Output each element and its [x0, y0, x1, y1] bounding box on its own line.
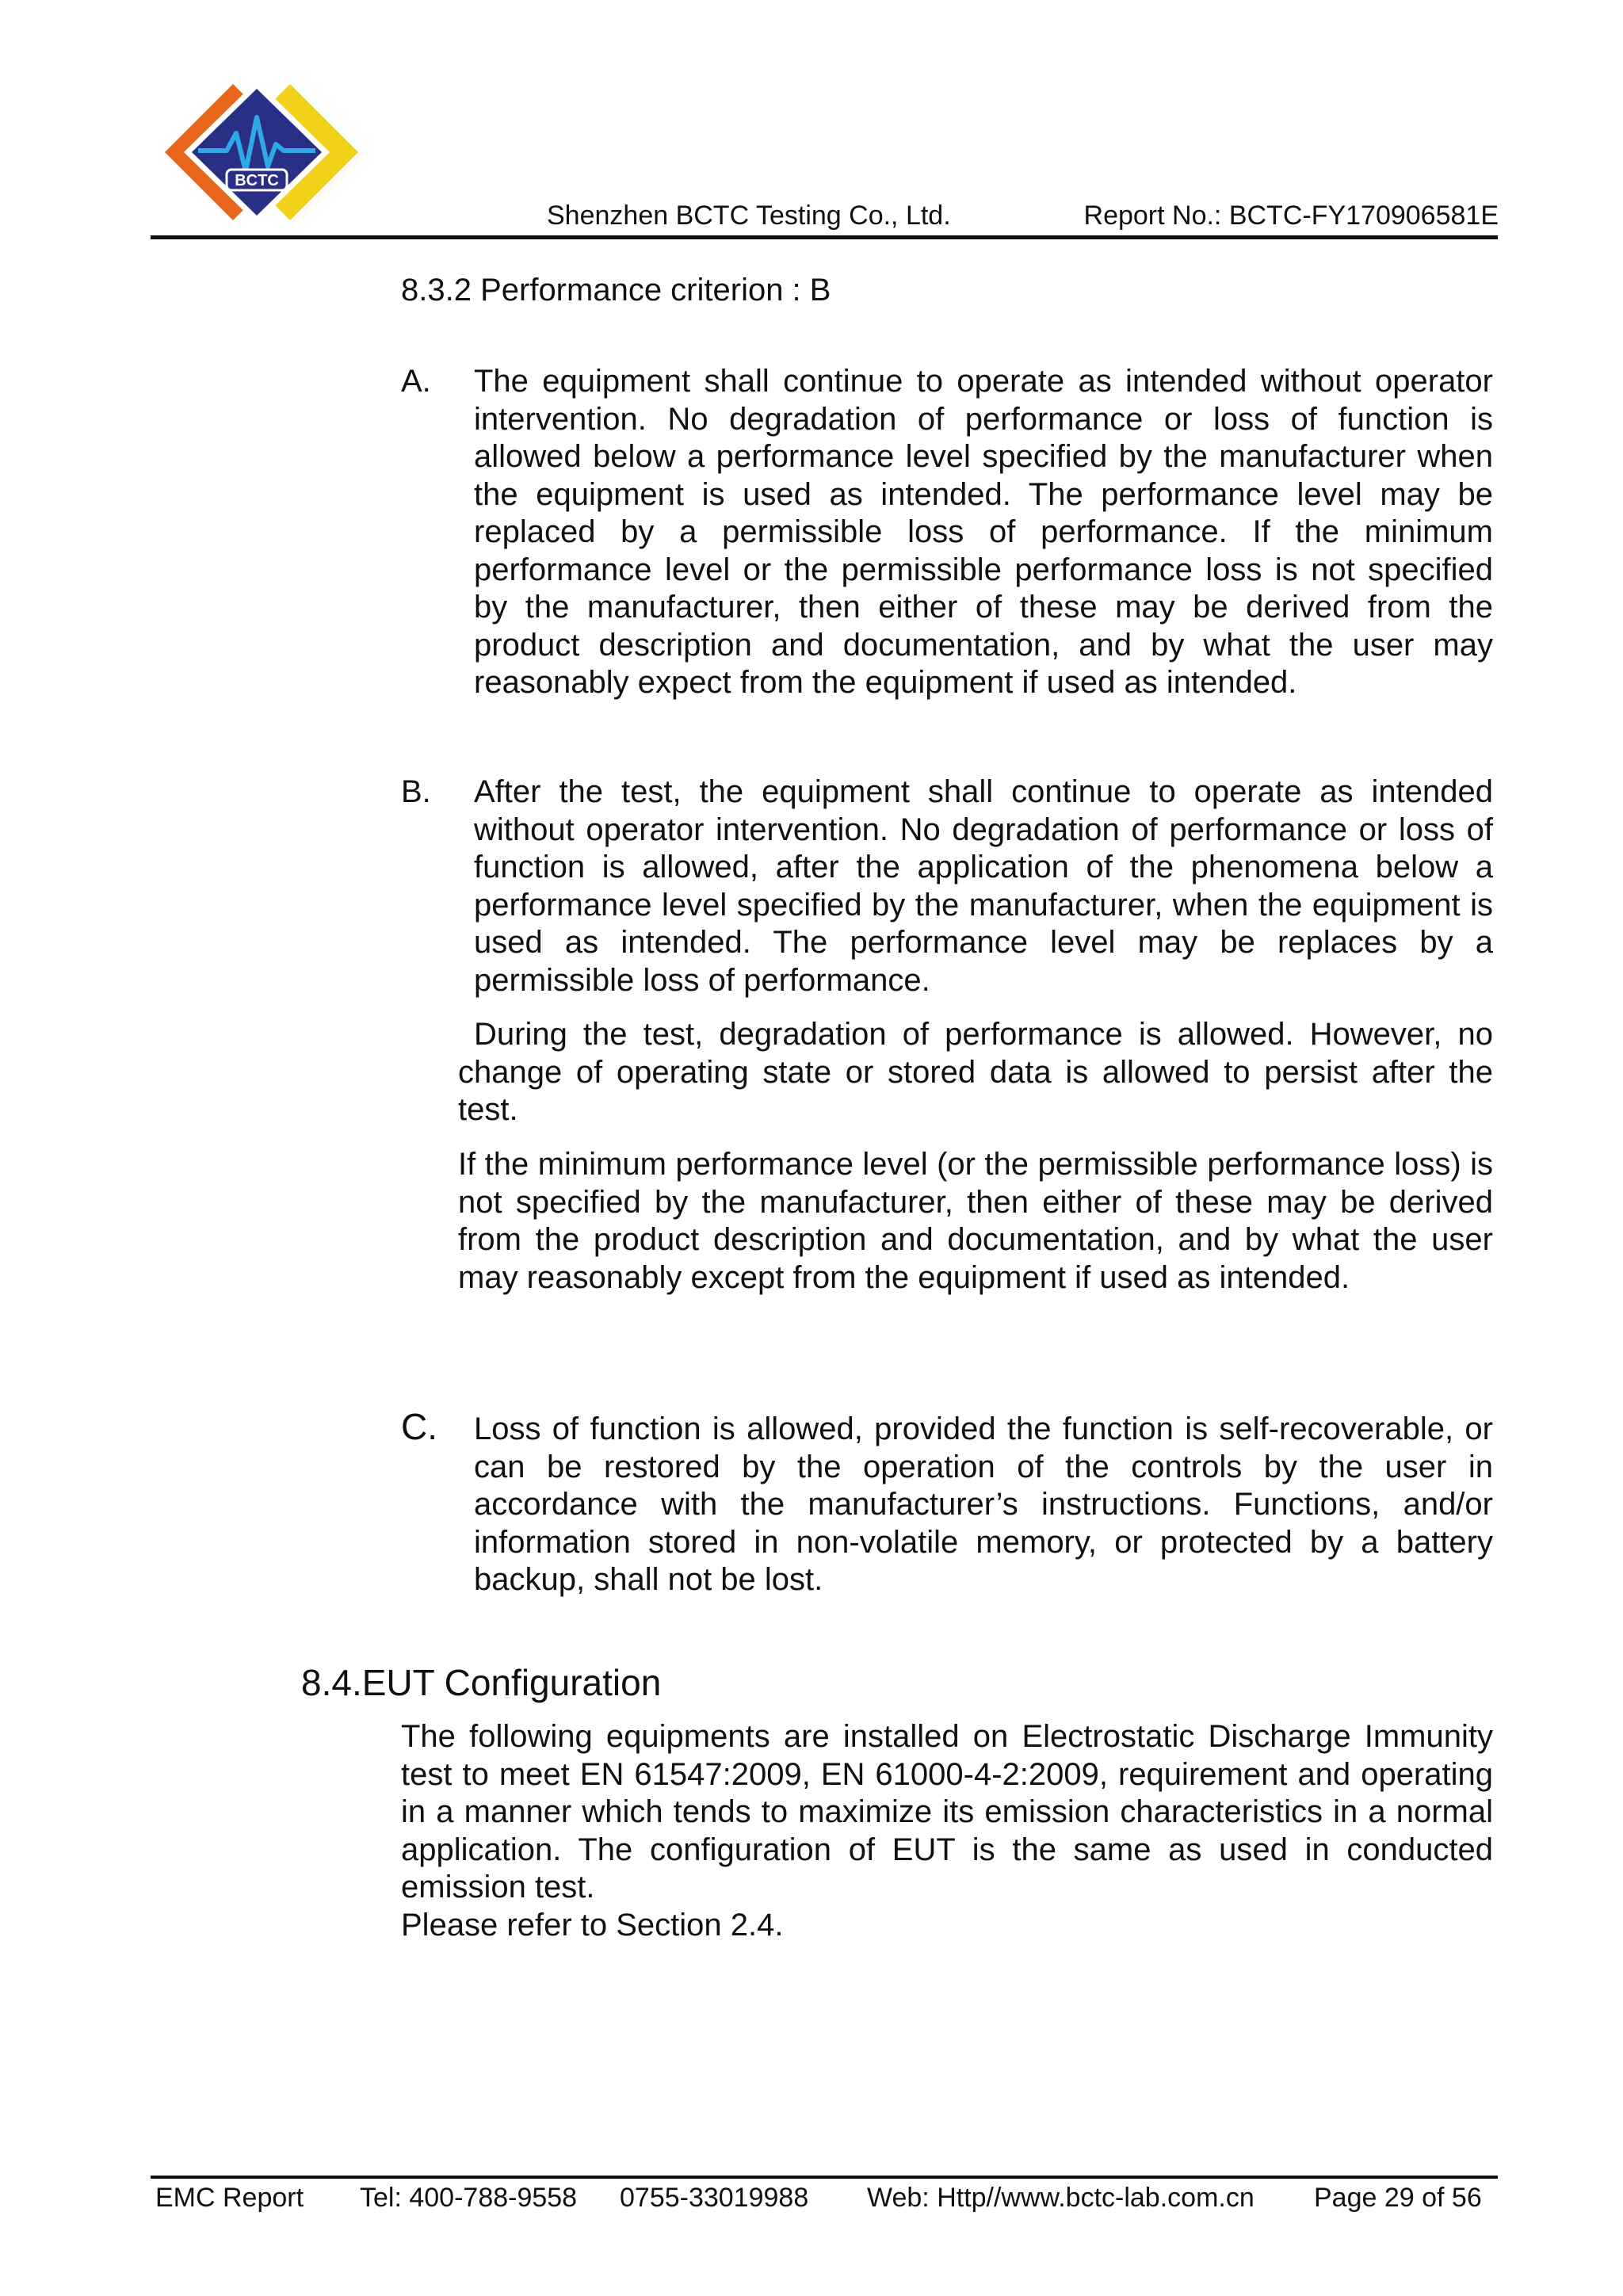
- footer-divider: [151, 2176, 1498, 2179]
- footer-page-number: Page 29 of 56: [1314, 2183, 1482, 2213]
- item-a-text: The equipment shall continue to operate as intended without operator intervention. No degradation of performance or loss of function is allowed below a performance level specified by the manufacturer when the equipment is used as intended. The performance level may be replaced by a permissible loss of performance. If the minimum performance level or the permissible performance loss is not specified by the manufacturer, then either of these may be derived from the product description and documentation, and by what the user may reasonably expect from the equipment if used as intended.: [474, 364, 1493, 700]
- item-b-paragraph-3: If the minimum performance level (or the permissible performance loss) is not specified by the manufacturer, then either of these may be derived from the product description and documentation, and by what the user may reasonably except from the equipment if used as intended.: [458, 1147, 1493, 1295]
- item-b-paragraph-2: During the test, degradation of performance is allowed. However, no change of operating state or stored data is allowed to persist after the test.: [458, 1017, 1493, 1127]
- header-company: Shenzhen BCTC Testing Co., Ltd.: [547, 201, 951, 231]
- section-body: The following equipments are installed on Electrostatic Discharge Immunity test to meet EN 61547:2009, EN 61000-4-2:2009, requirement and operating in a manner which tends to maximize its emission characteristics in a normal application. The configuration of EUT is the same as used in conducted emission test.: [401, 1719, 1493, 1904]
- logo-text: BCTC: [235, 172, 279, 189]
- item-b-label: B.: [401, 774, 431, 809]
- section-reference: Please refer to Section 2.4.: [401, 1908, 784, 1943]
- item-a-label: A.: [401, 364, 431, 399]
- footer-tel: Tel: 400-788-9558: [360, 2183, 578, 2213]
- header-divider: [151, 235, 1498, 239]
- section-heading: 8.4.EUT Configuration: [301, 1662, 662, 1703]
- item-c-text: Loss of function is allowed, provided the function is self-recoverable, or can be restored by the operation of the controls by the user in accordance with the manufacturer’s instructions. Functions, and/or information stored in non-volatile memory, or protected by a battery backup, shall not be lost.: [474, 1412, 1493, 1597]
- footer-web: Web: Http//www.bctc-lab.com.cn: [867, 2183, 1254, 2213]
- item-c-label: C.: [401, 1406, 437, 1447]
- subsection-title: 8.3.2 Performance criterion : B: [401, 273, 831, 308]
- header-report-number: Report No.: BCTC-FY170906581E: [1083, 201, 1499, 231]
- bctc-logo: [151, 78, 366, 227]
- footer-phone: 0755-33019988: [620, 2183, 809, 2213]
- item-b-text: After the test, the equipment shall continue to operate as intended without operator intervention. No degradation of performance or loss of function is allowed, after the application of the phenomena below a performance level specified by the manufacturer, when the equipment is used as intended. The performance level may be replaces by a permissible loss of performance.: [474, 774, 1493, 998]
- footer-label: EMC Report: [155, 2183, 304, 2213]
